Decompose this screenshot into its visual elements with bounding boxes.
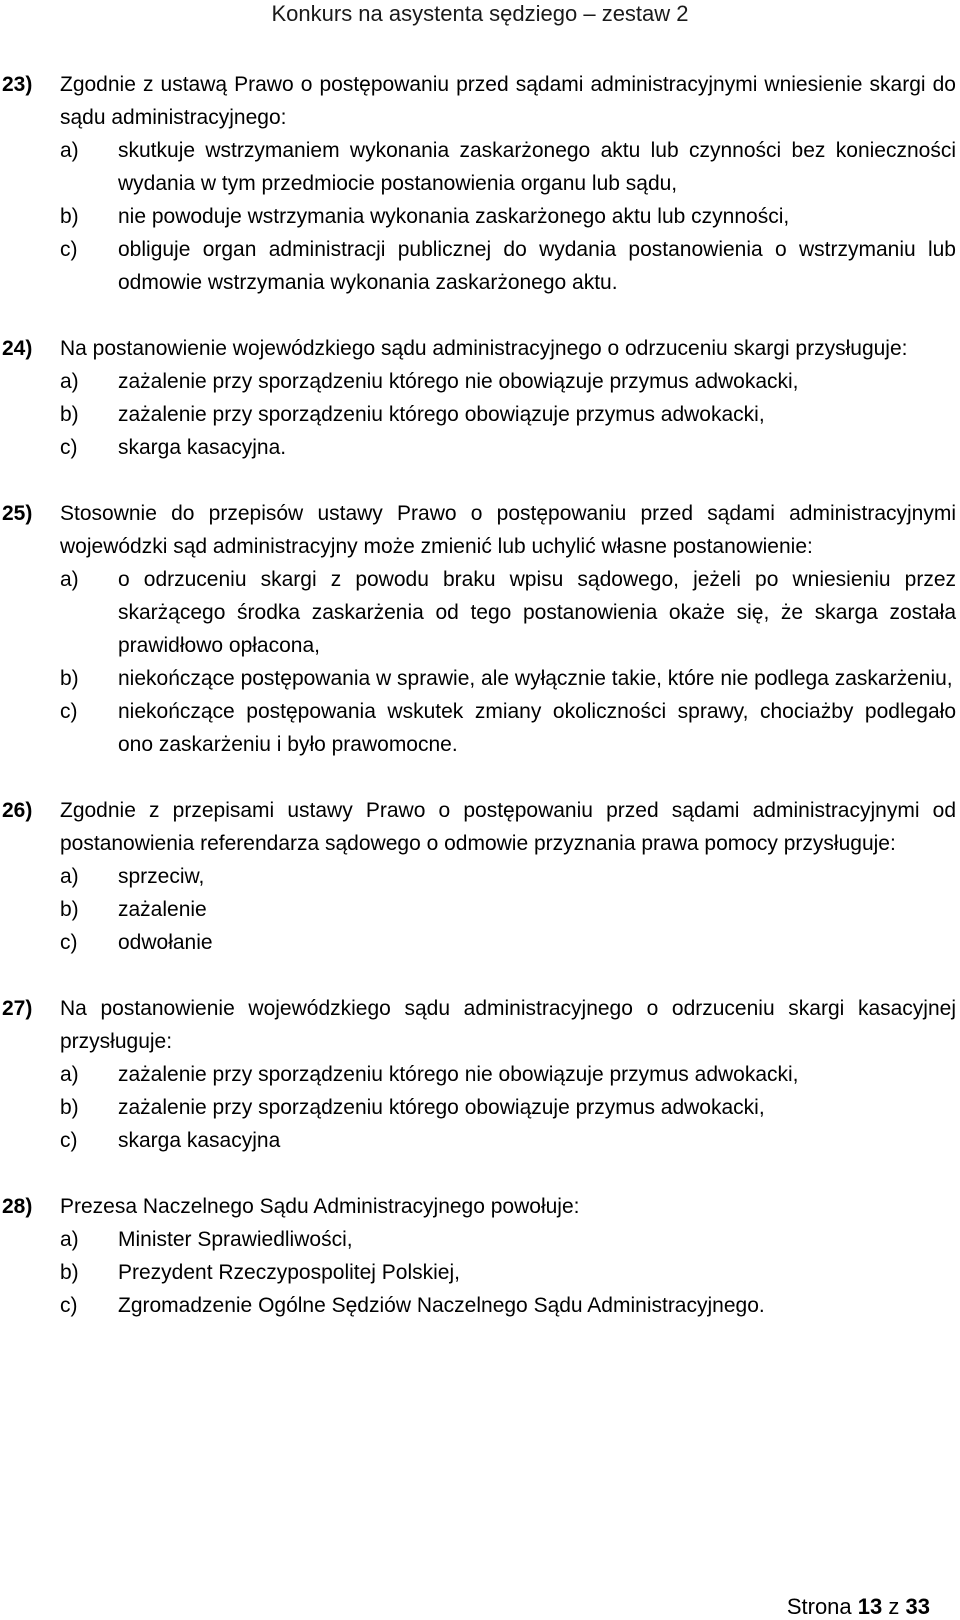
option-label: c) <box>60 436 78 459</box>
option-label: c) <box>60 1129 78 1152</box>
question-26 <box>0 794 960 959</box>
option-text: skutkuje wstrzymaniem wykonania zaskarżonego aktu lub czynności bez konieczności wydania w tym przedmiocie postanowienia organu lub sądu, <box>118 139 956 195</box>
answer-option-b <box>60 398 956 431</box>
document-title: Konkurs na asystenta sędziego – zestaw 2 <box>271 1 689 26</box>
option-text: zażalenie przy sporządzeniu którego nie obowiązuje przymus adwokacki, <box>118 370 799 393</box>
question-text: Prezesa Naczelnego Sądu Administracyjnego powołuje: <box>60 1195 580 1218</box>
option-label: a) <box>60 139 79 162</box>
option-text: niekończące postępowania w sprawie, ale wyłącznie takie, które nie podlega zaskarżeniu, <box>118 667 953 690</box>
question-24 <box>0 332 960 464</box>
question-text: Na postanowienie wojewódzkiego sądu administracyjnego o odrzuceniu skargi kasacyjnej przysługuje: <box>60 997 956 1053</box>
option-label: c) <box>60 700 78 723</box>
question-body <box>60 1190 956 1322</box>
question-body <box>60 992 956 1157</box>
option-label: a) <box>60 1063 79 1086</box>
page-total: 33 <box>905 1594 930 1619</box>
option-label: b) <box>60 898 79 921</box>
option-label: b) <box>60 1261 79 1284</box>
answer-option-a <box>60 1223 956 1256</box>
answer-option-b <box>60 1091 956 1124</box>
page-prefix: Strona <box>786 1594 852 1619</box>
answer-option-a <box>60 134 956 200</box>
question-body <box>60 332 956 464</box>
question-number: 25) <box>2 502 33 525</box>
question-text: Stosownie do przepisów ustawy Prawo o postępowaniu przed sądami administracyjnymi wojewódzki sąd administracyjny może zmienić lub uchylić własne postanowienie: <box>60 502 956 558</box>
question-number: 24) <box>2 337 33 360</box>
option-label: a) <box>60 370 79 393</box>
option-text: zażalenie przy sporządzeniu którego obowiązuje przymus adwokacki, <box>118 403 765 426</box>
option-text: nie powoduje wstrzymania wykonania zaskarżonego aktu lub czynności, <box>118 205 790 228</box>
option-text: skarga kasacyjna <box>118 1129 281 1152</box>
question-27 <box>0 992 960 1157</box>
answer-option-b <box>60 1256 956 1289</box>
option-label: b) <box>60 1096 79 1119</box>
answer-option-b <box>60 200 956 233</box>
option-label: b) <box>60 205 79 228</box>
page-separator: z <box>888 1594 900 1619</box>
question-text: Zgodnie z ustawą Prawo o postępowaniu przed sądami administracyjnymi wniesienie skargi do sądu administracyjnego: <box>60 73 956 129</box>
option-label: c) <box>60 1294 78 1317</box>
question-number: 27) <box>2 997 33 1020</box>
option-text: sprzeciw, <box>118 865 205 888</box>
page-header <box>0 0 960 32</box>
question-body <box>60 68 956 299</box>
question-number: 23) <box>2 73 33 96</box>
option-label: b) <box>60 667 79 690</box>
question-list <box>0 68 960 1355</box>
answer-option-c <box>60 1289 956 1322</box>
page-number <box>787 1594 930 1620</box>
option-text: zażalenie przy sporządzeniu którego nie obowiązuje przymus adwokacki, <box>118 1063 799 1086</box>
question-23 <box>0 68 960 299</box>
answer-option-c <box>60 1124 956 1157</box>
option-text: Minister Sprawiedliwości, <box>118 1228 353 1251</box>
option-label: a) <box>60 1228 79 1251</box>
question-28 <box>0 1190 960 1322</box>
option-text: o odrzuceniu skargi z powodu braku wpisu sądowego, jeżeli po wniesieniu przez skarżącego środka zaskarżenia od tego postanowienia okaże się, że skarga została prawidłowo opłacona, <box>118 568 956 657</box>
option-label: c) <box>60 238 78 261</box>
answer-option-b <box>60 893 956 926</box>
page-current: 13 <box>857 1594 883 1619</box>
option-label: c) <box>60 931 78 954</box>
answer-option-a <box>60 860 956 893</box>
option-label: a) <box>60 865 79 888</box>
option-text: zażalenie <box>118 898 207 921</box>
option-label: a) <box>60 568 79 591</box>
option-text: zażalenie przy sporządzeniu którego obowiązuje przymus adwokacki, <box>118 1096 765 1119</box>
answer-option-c <box>60 431 956 464</box>
answer-option-c <box>60 233 956 299</box>
question-body <box>60 794 956 959</box>
option-text: Prezydent Rzeczypospolitej Polskiej, <box>118 1261 460 1284</box>
answer-option-a <box>60 365 956 398</box>
answer-option-b <box>60 662 956 695</box>
option-text: odwołanie <box>118 931 213 954</box>
option-text: skarga kasacyjna. <box>118 436 287 459</box>
question-number: 28) <box>2 1195 33 1218</box>
answer-option-c <box>60 695 956 761</box>
question-body <box>60 497 956 761</box>
answer-option-c <box>60 926 956 959</box>
question-text: Na postanowienie wojewódzkiego sądu administracyjnego o odrzuceniu skargi przysługuje: <box>60 337 908 360</box>
option-text: obliguje organ administracji publicznej do wydania postanowienia o wstrzymaniu lub odmowie wstrzymania wykonania zaskarżonego aktu. <box>118 238 956 294</box>
option-text: Zgromadzenie Ogólne Sędziów Naczelnego Sądu Administracyjnego. <box>118 1294 765 1317</box>
option-label: b) <box>60 403 79 426</box>
question-25 <box>0 497 960 761</box>
question-text: Zgodnie z przepisami ustawy Prawo o postępowaniu przed sądami administracyjnymi od postanowienia referendarza sądowego o odmowie przyznania prawa pomocy przysługuje: <box>60 799 956 855</box>
answer-option-a <box>60 563 956 662</box>
option-text: niekończące postępowania wskutek zmiany okoliczności sprawy, chociażby podlegało ono zaskarżeniu i było prawomocne. <box>118 700 956 756</box>
question-number: 26) <box>2 799 33 822</box>
answer-option-a <box>60 1058 956 1091</box>
